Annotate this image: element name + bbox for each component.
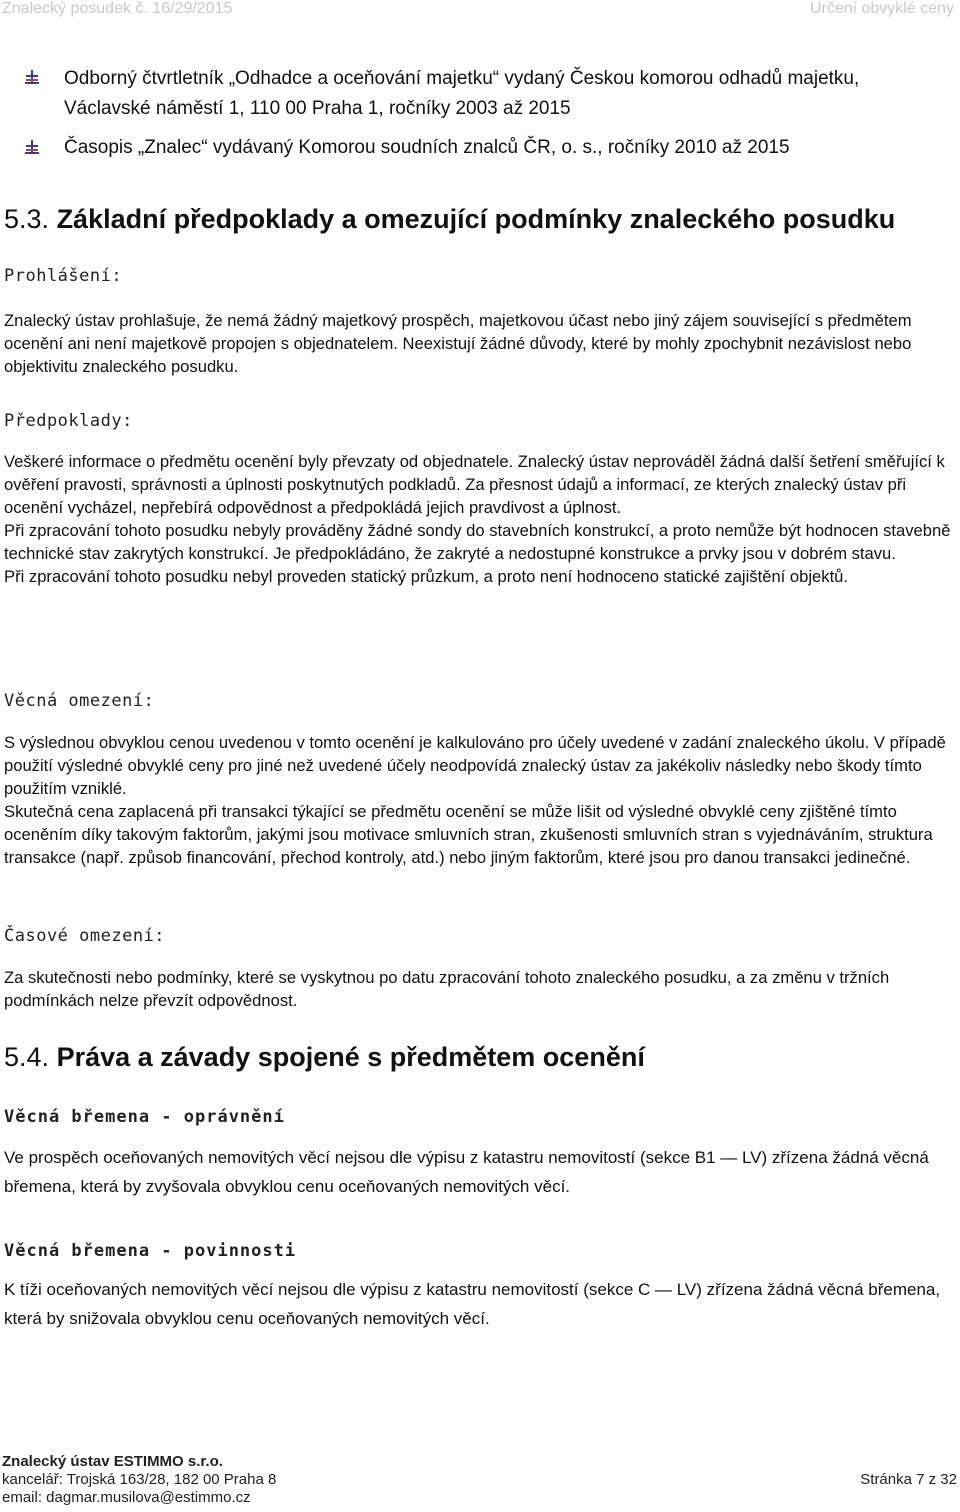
footer-email: email: dagmar.musilova@estimmo.cz xyxy=(2,1489,251,1506)
footer-organization: Znalecký ústav ESTIMMO s.r.o. xyxy=(2,1453,223,1470)
bullet-icon xyxy=(25,140,39,154)
paragraph: Při zpracování tohoto posudku nebyl proveden statický průzkum, a proto není hodnoceno statické zajištění objektů. xyxy=(4,567,849,586)
predpoklady-paragraphs xyxy=(4,450,958,588)
paragraph: S výslednou obvyklou cenou uvedenou v tomto ocenění je kalkulováno pro účely uvedené v zadání znaleckého úkolu. V případě použití výsledné obvyklé ceny pro jiné než uvedené účely neodpovídá znalecký ústav za jakékoliv následky nebo škody tímto použitím vzniklé. xyxy=(4,733,946,798)
source-list-item: Odborný čtvrtletník „Odhadce a oceňování majetku“ vydaný Českou komorou odhadů majetku, Václavské náměstí 1, 110 00 Praha 1, ročníky 2003 až 2015 xyxy=(64,68,860,119)
section-5-3-heading xyxy=(4,204,895,235)
footer-address: kancelář: Trojská 163/28, 182 00 Praha 8 xyxy=(2,1471,277,1488)
vecna-omezeni-heading: Věcná omezení: xyxy=(4,691,155,711)
paragraph: Při zpracování tohoto posudku nebyly prováděny žádné sondy do stavebních konstrukcí, a proto nemůže být hodnocen stavebně technické stav zakrytých konstrukcí. Je předpokládáno, že zakryté a nedostupné konstrukce a prvky jsou v dobrém stavu. xyxy=(4,521,951,563)
prohlaseni-paragraph: Znalecký ústav prohlašuje, že nemá žádný majetkový prospěch, majetkovou účast nebo jiný zájem související s předmětem ocenění ani není majetkově propojen s objednatelem. Neexistují žádné důvody, které by mohly zpochybnit nezávislost nebo objektivitu znaleckého posudku. xyxy=(4,311,912,376)
source-list-item: Časopis „Znalec“ vydávaný Komorou soudních znalců ČR, o. s., ročníky 2010 až 2015 xyxy=(64,137,790,158)
povinnosti-paragraph: K tíži oceňovaných nemovitých věcí nejsou dle výpisu z katastru nemovitostí (sekce C — LV) zřízena žádná věcná břemena, která by snižovala obvyklou cenu oceňovaných nemovitých věcí. xyxy=(4,1280,941,1328)
page-number: Stránka 7 z 32 xyxy=(860,1471,957,1488)
paragraph: Veškeré informace o předmětu ocenění byly převzaty od objednatele. Znalecký ústav neprováděl žádná další šetření směřující k ověření pravosti, správnosti a úplnosti poskytnutých podkladů. Za přesnost údajů a informací, ze kterých znalecký ústav při ocenění vycházel, nepřebírá odpovědnost a předpokládá jejich pravdivost a úplnost. xyxy=(4,452,945,517)
casove-omezeni-heading: Časové omezení: xyxy=(4,926,166,946)
casove-omezeni-paragraph: Za skutečnosti nebo podmínky, které se vyskytnou po datu zpracování tohoto znaleckého posudku, a za změnu v tržních podmínkách nelze převzít odpovědnost. xyxy=(4,968,890,1010)
paragraph: Skutečná cena zaplacená při transakci týkající se předmětu ocenění se může lišit od výsledné obvyklé ceny zjištěné tímto oceněním díky takovým faktorům, jakými jsou motivace smluvních stran, zkušenosti smluvních stran s vyjednáváním, struktura transakce (např. způsob financování, přechod kontroly, atd.) nebo jiným faktorům, které jsou pro danou transakci jedinečné. xyxy=(4,802,933,867)
footer-block xyxy=(2,1453,276,1507)
section-number: 5.4. xyxy=(4,1042,50,1072)
header-section-title: Určení obvyklé ceny xyxy=(809,0,954,17)
opravneni-paragraph: Ve prospěch oceňovaných nemovitých věcí nejsou dle výpisu z katastru nemovitostí (sekce B1 — LV) zřízena žádná věcná břemena, která by zvyšovala obvyklou cenu oceňovaných nemovitých věcí. xyxy=(4,1148,929,1196)
prohlaseni-heading: Prohlášení: xyxy=(4,266,123,286)
povinnosti-heading: Věcná břemena - povinnosti xyxy=(4,1241,297,1261)
vecna-omezeni-paragraphs xyxy=(4,731,958,869)
section-number: 5.3. xyxy=(4,204,50,234)
opravneni-heading: Věcná břemena - oprávnění xyxy=(4,1107,285,1127)
bullet-icon xyxy=(25,70,39,84)
section-title: Základní předpoklady a omezující podmínky znaleckého posudku xyxy=(56,204,896,234)
section-5-4-heading xyxy=(4,1042,645,1073)
predpoklady-heading: Předpoklady: xyxy=(4,411,133,431)
header-document-title: Znalecký posudek č. 16/29/2015 xyxy=(2,0,233,17)
section-title: Práva a závady spojené s předmětem ocenění xyxy=(56,1042,645,1072)
